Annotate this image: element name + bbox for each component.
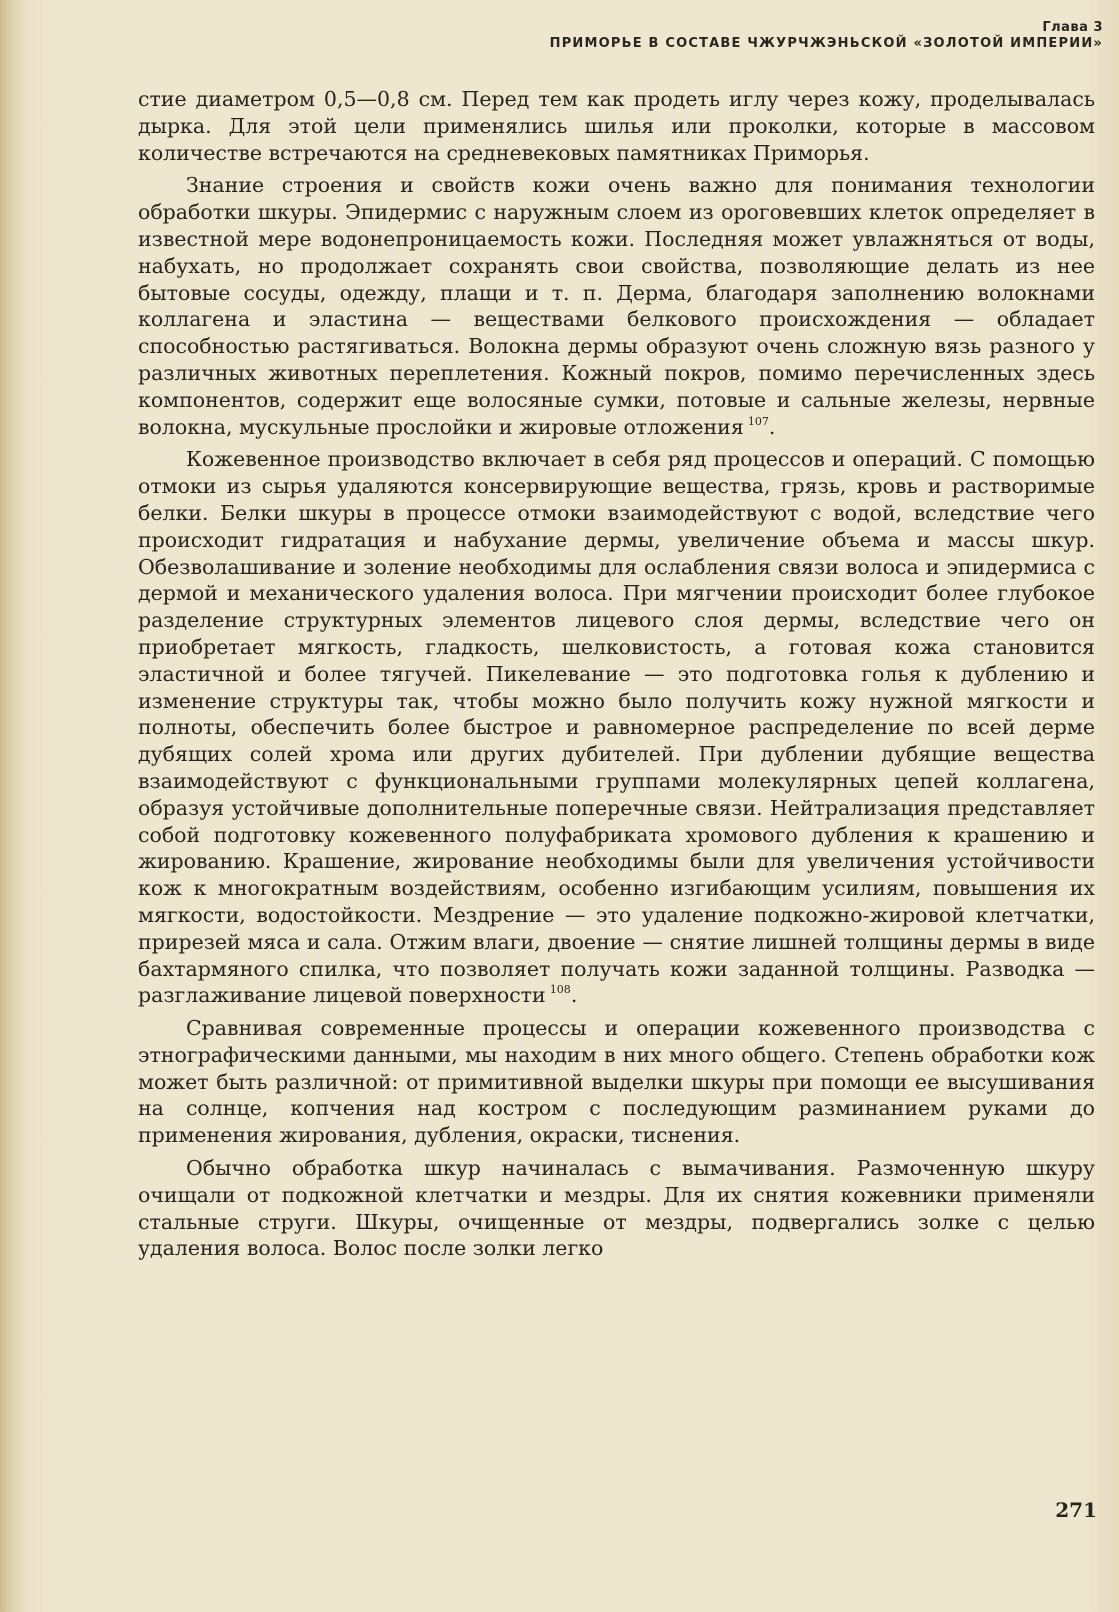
paragraph-text: стие диаметром 0,5—0,8 см. Перед тем как продеть иглу через кожу, проделывалась дырка. Для этой цели применялись шилья или проколки, которые в массовом количестве встречаются на средневековых памятниках Приморья.	[138, 87, 1095, 165]
paragraph-tail: .	[570, 983, 578, 1008]
paragraph-text: Кожевенное производство включает в себя ряд процессов и операций. С помощью отмоки из сырья удаляются консервирующие вещества, грязь, кровь и растворимые белки. Белки шкуры в процессе отмоки взаимодействуют с водой, вследствие чего происходит гидратация и набухание дермы, увеличение объема и массы шкур. Обезволашивание и золение необходимы для ослабления связи волоса и эпидермиса с дермой и механического удаления волоса. При мягчении происходит более глубокое разделение структурных элементов лицевого слоя дермы, вследствие чего он приобретает мягкость, гладкость, шелковистость, а готовая кожа становится эластичной и более тягучей. Пикелевание — это подготовка голья к дублению и изменение структуры так, чтобы можно было получить кожу нужной мягкости и полноты, обеспечить более быстрое и равномерное распределение по всей дерме дубящих солей хрома или других дубителей. При дублении дубящие вещества взаимодействуют с функциональными группами молекулярных цепей коллагена, образуя устойчивые дополнительные поперечные связи. Нейтрализация представляет собой подготовку кожевенного полуфабриката хромового дубления к крашению и жированию. Крашение, жирование необходимы были для увеличения устойчивости кож к многократным воздействиям, особенно изгибающим усилиям, повышения их мягкости, водостойкости. Мездрение — это удаление подкожно-жировой клетчатки, прирезей мяса и сала. Отжим влаги, двоение — снятие лишней толщины дермы в виде бахтармяного спилка, что позволяет получать кожи заданной толщины. Разводка — разглаживание лицевой поверхности	[138, 447, 1095, 1008]
running-header	[550, 20, 1103, 52]
paragraph-1	[138, 86, 1095, 166]
paragraph-text: Сравнивая современные процессы и операции кожевенного производства с этнографическими данными, мы находим в них много общего. Степень обработки кож может быть различной: от примитивной выделки шкуры при помощи ее высушивания на солнце, копчения над костром с последующим разминанием руками до применения жирования, дубления, окраски, тиснения.	[138, 1016, 1095, 1148]
paragraph-tail: .	[768, 414, 776, 439]
footnote-ref-107: 107	[747, 414, 769, 428]
paragraph-text: Знание строения и свойств кожи очень важно для понимания технологии обработки шкуры. Эпидермис с наружным слоем из ороговевших клеток определяет в известной мере водонепроницаемость кожи. Последняя может увлажняться от воды, набухать, но продолжает сохранять свои свойства, позволяющие делать из нее бытовые сосуды, одежду, плащи и т. п. Дерма, благодаря заполнению волокнами коллагена и эластина — веществами белкового происхождения — обладает способностью растягиваться. Волокна дермы образуют очень сложную вязь разного у различных животных переплетения. Кожный покров, помимо перечисленных здесь компонентов, содержит еще волосяные сумки, потовые и сальные железы, нервные волокна, мускульные прослойки и жировые отложения	[138, 173, 1095, 439]
page-number: 271	[1055, 1498, 1097, 1522]
chapter-label: Глава 3	[1042, 20, 1103, 35]
running-title: ПРИМОРЬЕ В СОСТАВЕ ЧЖУРЧЖЭНЬСКОЙ «ЗОЛОТОЙ ИМПЕРИИ»	[549, 36, 1103, 51]
body-text	[138, 86, 1095, 1268]
paragraph-3	[138, 446, 1095, 1009]
paragraph-5	[138, 1155, 1095, 1262]
paragraph-text: Обычно обработка шкур начиналась с вымачивания. Размоченную шкуру очищали от подкожной клетчатки и мездры. Для их снятия кожевники применяли стальные струги. Шкуры, очищенные от мездры, подвергались золке с целью удаления волоса. Волос после золки легко	[138, 1156, 1095, 1261]
footnote-ref-108: 108	[549, 983, 571, 997]
paragraph-2	[138, 172, 1095, 440]
paragraph-4	[138, 1015, 1095, 1149]
